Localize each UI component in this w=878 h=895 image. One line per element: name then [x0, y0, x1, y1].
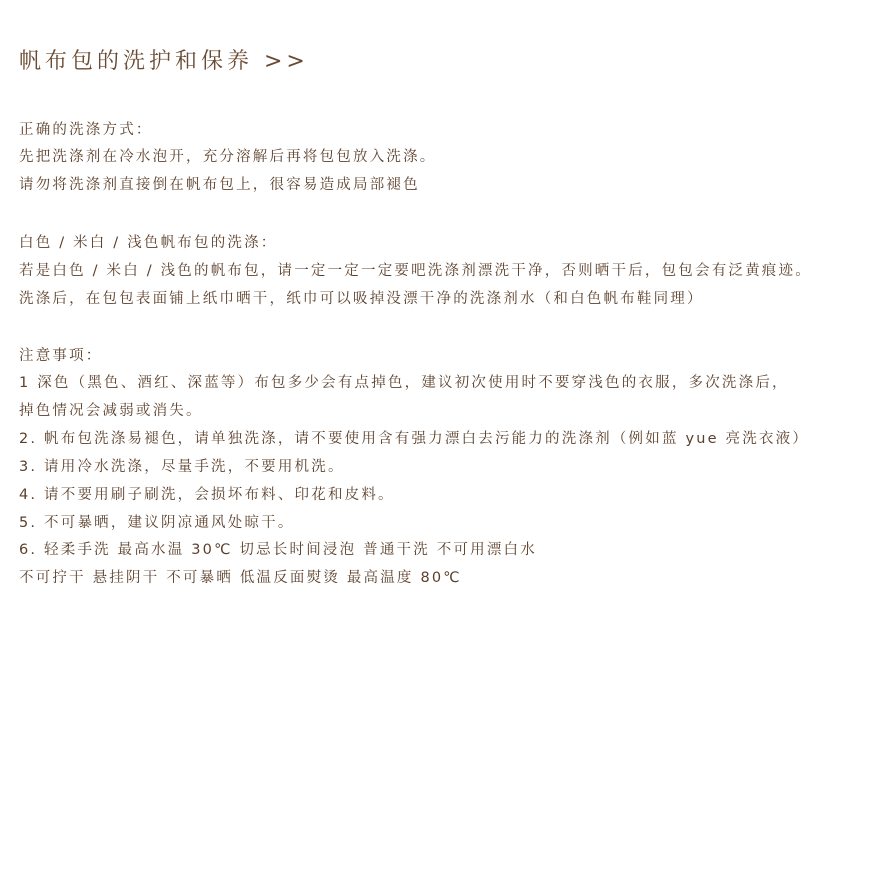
notes-item-6-cont: 不可拧干 悬挂阴干 不可暴晒 低温反面熨烫 最高温度 80℃: [19, 570, 462, 586]
washing-method-line-1: 先把洗涤剂在冷水泡开，充分溶解后再将包包放入洗涤。: [19, 149, 437, 165]
page-title: 帆布包的洗护和保养 >>: [19, 49, 309, 74]
notes-item-4: 4. 请不要用刷子刷洗，会损坏布料、印花和皮料。: [19, 487, 395, 503]
washing-method-line-2: 请勿将洗涤剂直接倒在帆布包上，很容易造成局部褪色: [19, 177, 420, 193]
notes-item-6: 6. 轻柔手洗 最高水温 30℃ 切忌长时间浸泡 普通干洗 不可用漂白水: [19, 542, 537, 558]
notes-item-1-cont: 掉色情况会减弱或消失。: [19, 403, 203, 419]
notes-item-5: 5. 不可暴晒，建议阴凉通风处晾干。: [19, 515, 295, 531]
notes-item-1: 1 深色（黑色、酒红、深蓝等）布包多少会有点掉色，建议初次使用时不要穿浅色的衣服，多次洗涤后，: [19, 375, 789, 391]
light-color-heading: 白色 / 米白 / 浅色帆布包的洗涤：: [19, 235, 278, 251]
notes-item-2: 2. 帆布包洗涤易褪色，请单独洗涤，请不要使用含有强力漂白去污能力的洗涤剂（例如蓝 yue 亮洗衣液）: [19, 431, 810, 447]
notes-heading: 注意事项：: [19, 348, 103, 364]
light-color-line-1: 若是白色 / 米白 / 浅色的帆布包，请一定一定一定要吧洗涤剂漂洗干净，否则晒干后，包包会有泛黄痕迹。: [19, 263, 812, 279]
washing-method-heading: 正确的洗涤方式：: [19, 122, 153, 138]
light-color-line-2: 洗涤后，在包包表面铺上纸巾晒干，纸巾可以吸掉没漂干净的洗涤剂水（和白色帆布鞋同理）: [19, 291, 704, 307]
notes-item-3: 3. 请用冷水洗涤，尽量手洗，不要用机洗。: [19, 459, 345, 475]
